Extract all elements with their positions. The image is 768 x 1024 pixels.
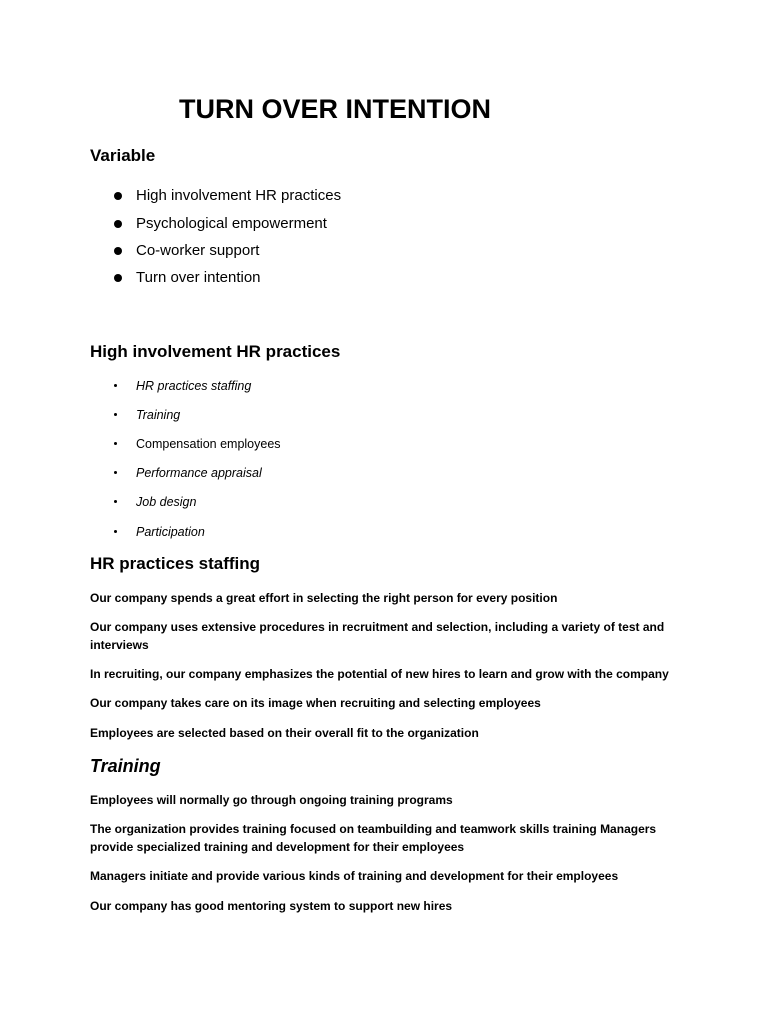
bullet-icon (114, 247, 122, 255)
bullet-icon (114, 500, 117, 503)
bullet-icon (114, 384, 117, 387)
paragraph: Managers initiate and provide various kinds of training and development for their employees (90, 869, 619, 883)
document-page: TURN OVER INTENTION Variable High involvement HR practices Psychological empowerment Co-worker support Turn over intention High involvement HR practices HR practices staffing Training Compensation employees Performance appraisal Job design Participation HR practices staffing Our company spends a great effort in selecting the right person for every position Our company uses extensive procedures in recruitment and selection, including a variety of test and interviews In recruiting, our company emphasizes the potential of new hires to learn and grow with the company Our company takes care on its image when recruiting and selecting employees Employees are selected based on their overall fit to the organization Training Employees will normally go through ongoing training programs The organization provides training focused on teambuilding and teamwork skills training Managers provide specialized training and development for their employees Managers initiate and provide various kinds of training and development for their employees Our company has good mentoring system to support new hires (90, 94, 669, 913)
variable-heading: Variable (90, 146, 156, 165)
paragraph: Employees will normally go through ongoing training programs (90, 793, 453, 807)
bullet-icon (114, 530, 117, 533)
bullet-icon (114, 192, 122, 200)
staffing-heading: HR practices staffing (90, 554, 261, 573)
training-heading: Training (90, 756, 161, 776)
hi-hr-heading: High involvement HR practices (90, 342, 341, 361)
paragraph: The organization provides training focused on teambuilding and teamwork skills training Managers provide specialized training and development for their employees (90, 822, 657, 854)
bullet-icon (114, 274, 122, 282)
paragraph: In recruiting, our company emphasizes the potential of new hires to learn and grow with the company (90, 667, 669, 681)
paragraph: Employees are selected based on their overall fit to the organization (90, 726, 479, 740)
bullet-icon (114, 413, 117, 416)
paragraph: Our company uses extensive procedures in recruitment and selection, including a variety of test and interviews (90, 620, 665, 652)
paragraph: Our company spends a great effort in selecting the right person for every position (90, 591, 558, 605)
bullet-icon (114, 220, 122, 228)
bullet-icon (114, 471, 117, 474)
paragraph: Our company takes care on its image when recruiting and selecting employees (90, 696, 541, 710)
bullet-icon (114, 442, 117, 445)
page-title: TURN OVER INTENTION (179, 94, 492, 124)
paragraph: Our company has good mentoring system to support new hires (90, 899, 453, 913)
